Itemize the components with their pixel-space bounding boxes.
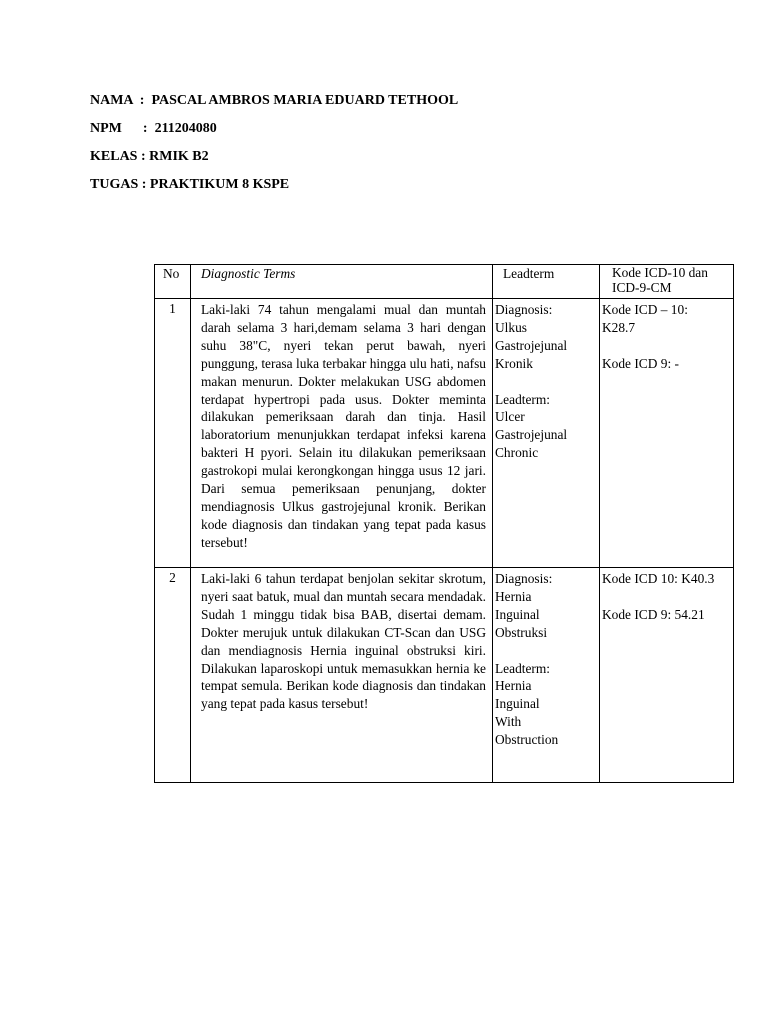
- row-number: 2: [155, 568, 191, 783]
- header-no: No: [155, 265, 191, 299]
- diagnosis-line: Kronik: [495, 355, 533, 371]
- header-leadterm: Leadterm: [493, 265, 600, 299]
- kelas-line: KELAS : RMIK B2: [90, 149, 209, 164]
- diagnosis-line: Obstruksi: [495, 624, 548, 640]
- leadterm-line: Chronic: [495, 445, 539, 461]
- leadterm-line: Leadterm:: [495, 391, 551, 407]
- leadterm-line: Obstruction: [495, 732, 559, 748]
- header-kode-line2: ICD-9-CM: [612, 280, 672, 295]
- icd9-line: Kode ICD 9: -: [602, 355, 679, 371]
- npm-label: NPM: [90, 121, 122, 136]
- diagnosis-line: Gastrojejunal: [495, 337, 568, 353]
- kode-cell: [600, 568, 734, 783]
- nama-value: PASCAL AMBROS MARIA EDUARD TETHOOL: [151, 93, 459, 108]
- table-header-row: [155, 265, 734, 299]
- diagnosis-line: Diagnosis:: [495, 302, 553, 317]
- leadterm-line: Gastrojejunal: [495, 427, 568, 443]
- leadterm-line: Ulcer: [495, 409, 525, 425]
- student-header: [90, 92, 458, 204]
- tugas-value: PRAKTIKUM 8 KSPE: [149, 177, 290, 192]
- leadterm-line: Leadterm:: [495, 660, 551, 676]
- table-row: [155, 299, 734, 568]
- leadterm-line: Inguinal: [495, 696, 540, 712]
- case-description: Laki-laki 6 tahun terdapat benjolan sekitar skrotum, nyeri saat batuk, mual dan muntah secara mendadak. Sudah 1 minggu tidak bisa BAB, disertai demam. Dokter merujuk untuk dilakukan CT-Scan dan USG dan mendiagnosis Hernia inguinal obstruksi kiri. Dilakukan laparoskopi untuk memasukkan hernia ke tempat semula. Berikan kode diagnosis dan tindakan yang tepat pada kasus tersebut!: [191, 568, 493, 783]
- leadterm-line: Hernia: [495, 678, 532, 694]
- leadterm-line: With: [495, 714, 522, 730]
- kelas-value: RMIK B2: [149, 149, 209, 164]
- header-kode: [600, 265, 734, 299]
- kode-cell: [600, 299, 734, 568]
- icd10-line: K28.7: [602, 319, 636, 335]
- tugas-label: TUGAS: [90, 177, 139, 192]
- npm-value: 211204080: [154, 121, 217, 136]
- table-row: [155, 568, 734, 783]
- nama-label: NAMA: [90, 93, 133, 108]
- row-number: 1: [155, 299, 191, 568]
- case-description: Laki-laki 74 tahun mengalami mual dan muntah darah selama 3 hari,demam selama 3 hari dengan suhu 38"C, nyeri tekan perut bawah, nyeri punggung, terasa luka terbakar hingga ulu hati, nafsu makan menurun. Dokter melakukan USG abdomen terdapat hypertropi pada usus. Dokter meminta dilakukan pemeriksaan darah dan tinja. Hasil laboratorium menunjukkan terdapat infeksi karena bakteri H pyori. Selain itu dilakukan pemeriksaan gastrokopi mulai kerongkongan hingga usus 12 jari. Dari semua pemeriksaan penunjang, dokter mendiagnosis Ulkus gastrojejunal kronik. Berikan kode diagnosis dan tindakan yang tepat pada kasus tersebut!: [191, 299, 493, 568]
- diagnosis-line: Inguinal: [495, 606, 540, 622]
- diagnosis-line: Ulkus: [495, 319, 527, 335]
- case-table: [154, 264, 734, 783]
- header-kode-line1: Kode ICD-10 dan: [612, 265, 708, 280]
- nama-line: NAMA : PASCAL AMBROS MARIA EDUARD TETHOOL: [90, 93, 459, 108]
- leadterm-cell: [493, 299, 600, 568]
- header-diagnostic-terms: Diagnostic Terms: [191, 265, 493, 299]
- tugas-line: TUGAS : PRAKTIKUM 8 KSPE: [90, 177, 290, 192]
- icd10-line: Kode ICD 10: K40.3: [602, 571, 715, 586]
- kelas-label: KELAS: [90, 149, 138, 164]
- diagnosis-line: Diagnosis:: [495, 571, 553, 586]
- icd10-line: Kode ICD – 10:: [602, 302, 688, 317]
- icd9-line: Kode ICD 9: 54.21: [602, 606, 705, 622]
- diagnosis-line: Hernia: [495, 588, 532, 604]
- leadterm-cell: [493, 568, 600, 783]
- npm-line: NPM : 211204080: [90, 121, 217, 136]
